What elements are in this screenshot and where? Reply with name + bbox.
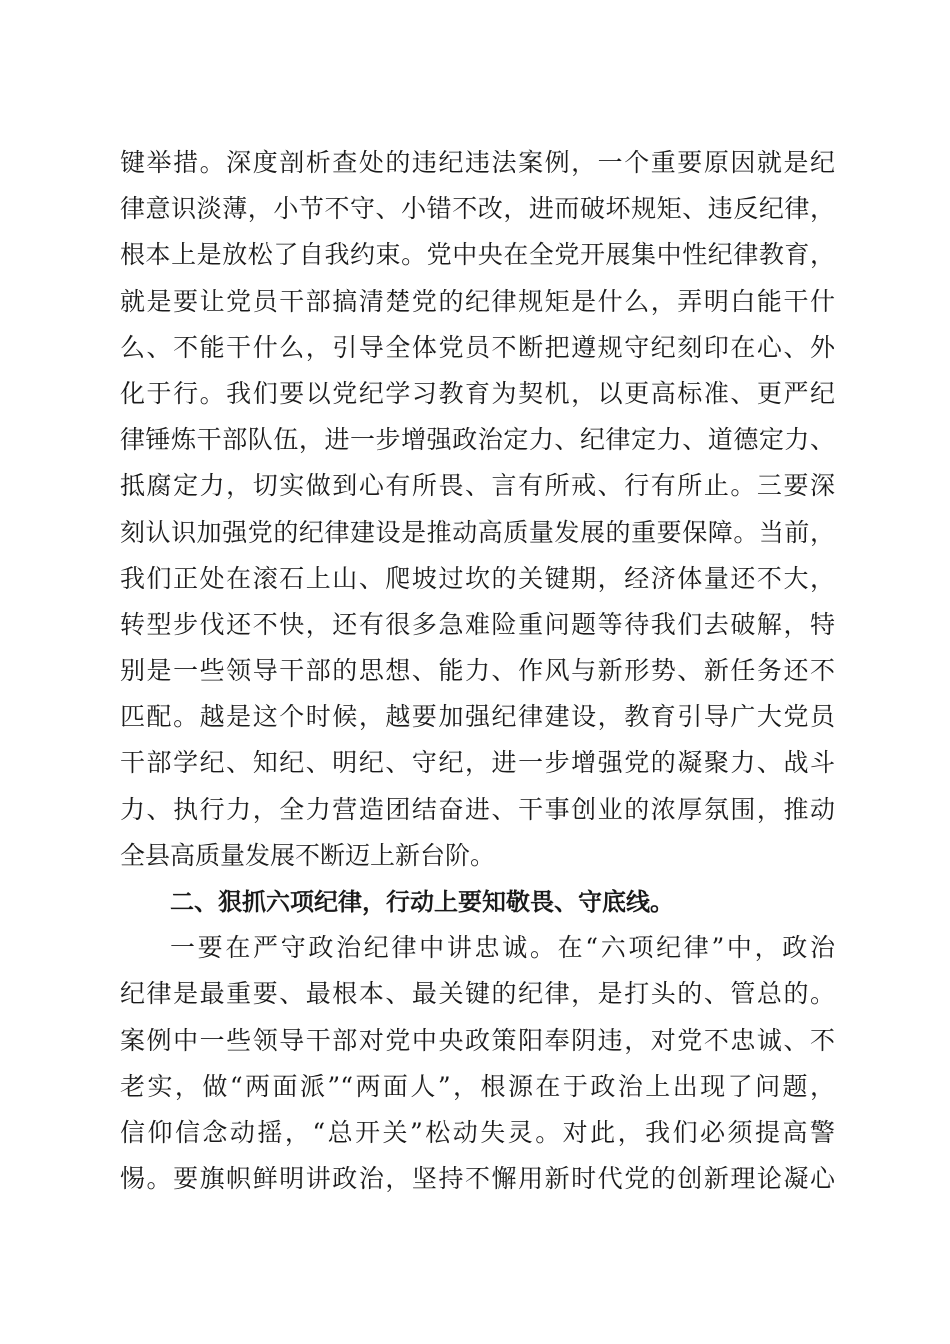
paragraph-line: 律意识淡薄，小节不守、小错不改，进而破坏规矩、违反纪律， [120, 194, 835, 224]
paragraph-line: 力、执行力，全力营造团结奋进、干事创业的浓厚氛围，推动 [120, 794, 835, 824]
paragraph-line: 抵腐定力，切实做到心有所畏、言有所戒、行有所止。三要深 [120, 471, 835, 501]
paragraph-line: 纪律是最重要、最根本、最关键的纪律，是打头的、管总的。 [120, 979, 835, 1009]
paragraph-line: 一要在严守政治纪律中讲忠诚。在“六项纪律”中，政治 [170, 933, 835, 963]
paragraph-line: 就是要让党员干部搞清楚党的纪律规矩是什么，弄明白能干什 [120, 286, 835, 316]
paragraph-line: 惕。要旗帜鲜明讲政治，坚持不懈用新时代党的创新理论凝心 [120, 1164, 835, 1194]
paragraph-line: 别是一些领导干部的思想、能力、作风与新形势、新任务还不 [120, 656, 835, 686]
paragraph-line: 么、不能干什么，引导全体党员不断把遵规守纪刻印在心、外 [120, 332, 835, 362]
paragraph-line: 律锤炼干部队伍，进一步增强政治定力、纪律定力、道德定力、 [120, 425, 835, 455]
paragraph-line: 案例中一些领导干部对党中央政策阳奉阴违，对党不忠诚、不 [120, 1025, 835, 1055]
paragraph-line: 键举措。深度剖析查处的违纪违法案例，一个重要原因就是纪 [120, 148, 835, 177]
paragraph-line: 干部学纪、知纪、明纪、守纪，进一步增强党的凝聚力、战斗 [120, 748, 835, 778]
paragraph-line: 匹配。越是这个时候，越要加强纪律建设，教育引导广大党员 [120, 702, 835, 732]
paragraph-line: 化于行。我们要以党纪学习教育为契机，以更高标准、更严纪 [120, 378, 835, 408]
document-body [120, 140, 835, 1202]
paragraph-line: 我们正处在滚石上山、爬坡过坎的关键期，经济体量还不大， [120, 563, 835, 593]
paragraph-line: 根本上是放松了自我约束。党中央在全党开展集中性纪律教育， [120, 240, 835, 270]
paragraph-line: 全县高质量发展不断迈上新台阶。 [120, 840, 496, 870]
paragraph-line: 刻认识加强党的纪律建设是推动高质量发展的重要保障。当前， [120, 517, 835, 547]
paragraph-line: 转型步伐还不快，还有很多急难险重问题等待我们去破解，特 [120, 609, 835, 639]
section-heading: 二、狠抓六项纪律，行动上要知敬畏、守底线。 [170, 888, 674, 916]
paragraph-line: 信仰信念动摇，“总开关”松动失灵。对此，我们必须提高警 [120, 1117, 835, 1147]
paragraph-line: 老实，做“两面派”“两面人”，根源在于政治上出现了问题， [120, 1071, 835, 1101]
